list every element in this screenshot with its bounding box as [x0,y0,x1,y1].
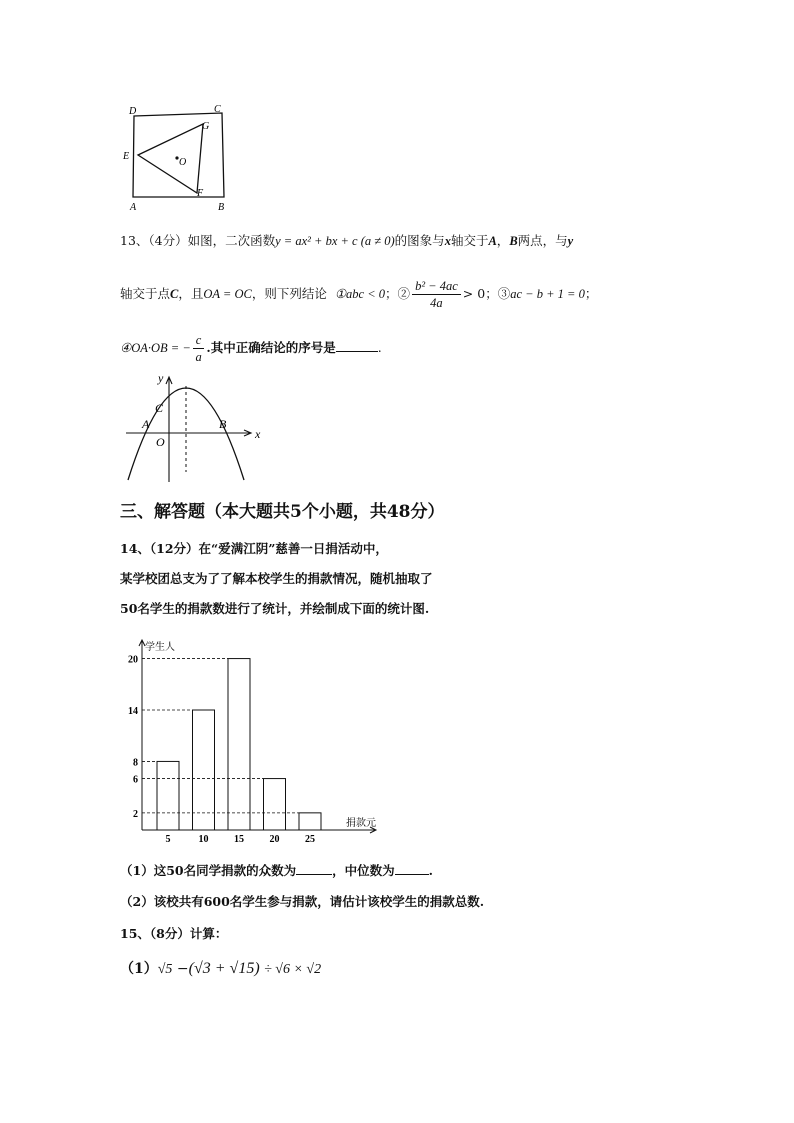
q13-two-points: 两点，与 [517,233,568,248]
q13-formula: y = ax² + bx + c (a ≠ 0) [275,234,395,248]
q14-sub1-text-b: ，中位数为 [332,863,395,878]
q15-expr-d: ÷ √6 × √2 [264,962,322,977]
donation-bar-chart [118,632,398,848]
label-x: x [255,427,261,441]
q13-gt0: > 0 [462,286,486,301]
label-g: G [202,121,210,132]
square-triangle-figure [118,100,238,215]
q13-answer-blank[interactable] [336,339,378,352]
q13-point-b: B [509,234,518,248]
q13-prefix: 13、（4分）如图，二次函数 [120,233,276,248]
y-tick-label: 14 [128,706,138,717]
q13-frac-den: 4a [430,296,443,310]
label-c: C [155,401,164,415]
parabola-figure [118,368,278,486]
q13-condition: OA = OC [203,287,252,301]
q13-sep2: ；③ [485,286,511,301]
q14-line1: 14、（12分）在“爱满江阴”慈善一日捐活动中， [120,541,388,556]
label-f: F [197,188,204,199]
q13-point-c: C [170,287,179,301]
label-b: B [219,417,227,431]
y-tick-label: 2 [133,808,138,820]
q13-fraction-2 [412,278,461,311]
q14-mode-blank[interactable] [296,862,332,875]
q15-part1 [120,958,321,981]
q13-line1 [120,232,573,250]
q15-expr-b: − [176,961,189,977]
q13-c4-fraction [193,332,205,365]
q15-expr-c: (√3 + √15) [188,960,260,977]
label-d: D [129,106,137,117]
q13-point-a: A [488,234,497,248]
q13-y-var: y [567,234,574,248]
q13-line2-mid: ，且 [178,286,204,301]
q13-x-var: x [444,234,451,248]
label-o: O [156,435,165,449]
section-3-title: 三、解答题（本大题共5个小题，共48分） [120,502,445,522]
q13-line3 [120,330,382,366]
x-tick-label: 25 [305,834,315,845]
label-y: y [158,371,164,385]
x-axis-label: 捐款元 [346,818,376,829]
label-b: B [218,202,225,213]
q13-period: . [377,340,382,355]
triangle-efg [138,124,203,193]
y-tick-label: 8 [133,757,138,769]
y-axis-label: 学生人 [145,642,175,653]
q15-part1-label: （1） [120,961,158,977]
q13-conclusion-3: ac − b + 1 = 0 [510,287,585,301]
q14-sub1 [120,862,433,880]
q14-median-blank[interactable] [395,862,429,875]
label-a: A [130,202,137,213]
q14-line2: 某学校团总支为了了解本校学生的捐款情况，随机抽取了 [120,571,433,586]
bar [193,710,215,830]
q13-sep1: ；② [385,286,411,301]
label-a: A [142,417,150,431]
x-tick-label: 20 [269,834,280,845]
label-e: E [123,151,130,162]
q13-conclusion-4: ④OA·OB = − [120,341,191,355]
label-o: O [179,157,187,168]
q13-conclusion-1: ①abc < 0 [334,287,386,301]
x-tick-label: 15 [234,834,244,845]
q13-c4-num: c [193,332,205,349]
q13-question: .其中正确结论的序号是 [206,340,336,355]
q14-sub1-text-a: （1）这50名同学捐款的众数为 [120,863,297,878]
q13-comma: ， [496,233,510,248]
y-tick-label: 6 [133,774,138,786]
square-outline [133,113,224,197]
q13-c4-den: a [195,350,202,364]
q13-line2-conc: ，则下列结论 [251,286,327,301]
q14-line3: 50名学生的捐款数进行了统计，并绘制成下面的统计图. [120,601,430,616]
x-tick-label: 10 [198,834,209,845]
y-tick-label: 20 [128,654,138,666]
q13-line2-start: 轴交于点 [120,286,171,301]
q14-sub1-text-c: . [428,863,433,878]
q13-line2 [120,276,597,312]
q15-expr-a: √5 [157,962,173,977]
bar [299,813,321,830]
q14-sub2: （2）该校共有600名学生参与捐款，请估计该校学生的捐款总数. [120,894,485,909]
q13-end2: ； [584,286,598,301]
bar [264,779,286,830]
x-tick-label: 5 [165,834,171,845]
bar [228,659,250,830]
q13-axis-text: 轴交于 [450,233,489,248]
q13-after-formula: 的图象与 [394,233,445,248]
q13-frac-num: b² − 4ac [412,278,461,295]
bar [157,761,179,830]
q15-title: 15、（8分）计算： [120,926,228,941]
label-c: C [214,104,221,115]
